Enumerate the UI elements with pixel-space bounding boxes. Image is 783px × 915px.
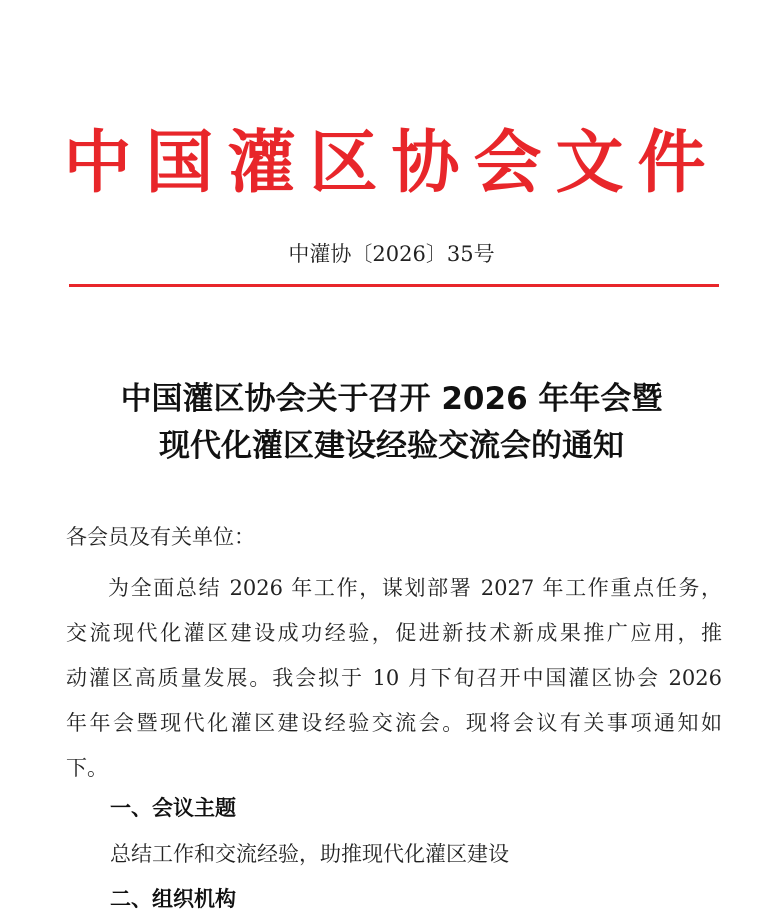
body-paragraph xyxy=(66,566,722,791)
salutation: 各会员及有关单位： xyxy=(66,525,255,549)
paragraph-line: 动灌区高质量发展。我会拟于 10 月下旬召开中国灌区协会 2026 xyxy=(66,666,722,690)
paragraph-line: 下。 xyxy=(66,756,108,780)
paragraph-line: 为全面总结 2026 年工作，谋划部署 2027 年工作重点任务， xyxy=(108,576,722,600)
notice-title-line-2: 现代化灌区建设经验交流会的通知 xyxy=(159,428,624,464)
notice-title xyxy=(0,376,783,470)
document-number: 中灌协〔2026〕35号 xyxy=(288,242,495,266)
section-text-theme: 总结工作和交流经验，助推现代化灌区建设 xyxy=(110,842,509,866)
notice-title-line-1: 中国灌区协会关于召开 2026 年年会暨 xyxy=(120,381,663,417)
masthead-title: 中国灌区协会文件 xyxy=(63,123,720,203)
section-heading-theme: 一、会议主题 xyxy=(110,796,236,820)
section-heading-organization: 二、组织机构 xyxy=(110,887,236,911)
paragraph-line: 交流现代化灌区建设成功经验，促进新技术新成果推广应用，推 xyxy=(66,621,722,645)
red-divider-line xyxy=(69,284,719,287)
paragraph-line: 年年会暨现代化灌区建设经验交流会。现将会议有关事项通知如 xyxy=(66,711,722,735)
